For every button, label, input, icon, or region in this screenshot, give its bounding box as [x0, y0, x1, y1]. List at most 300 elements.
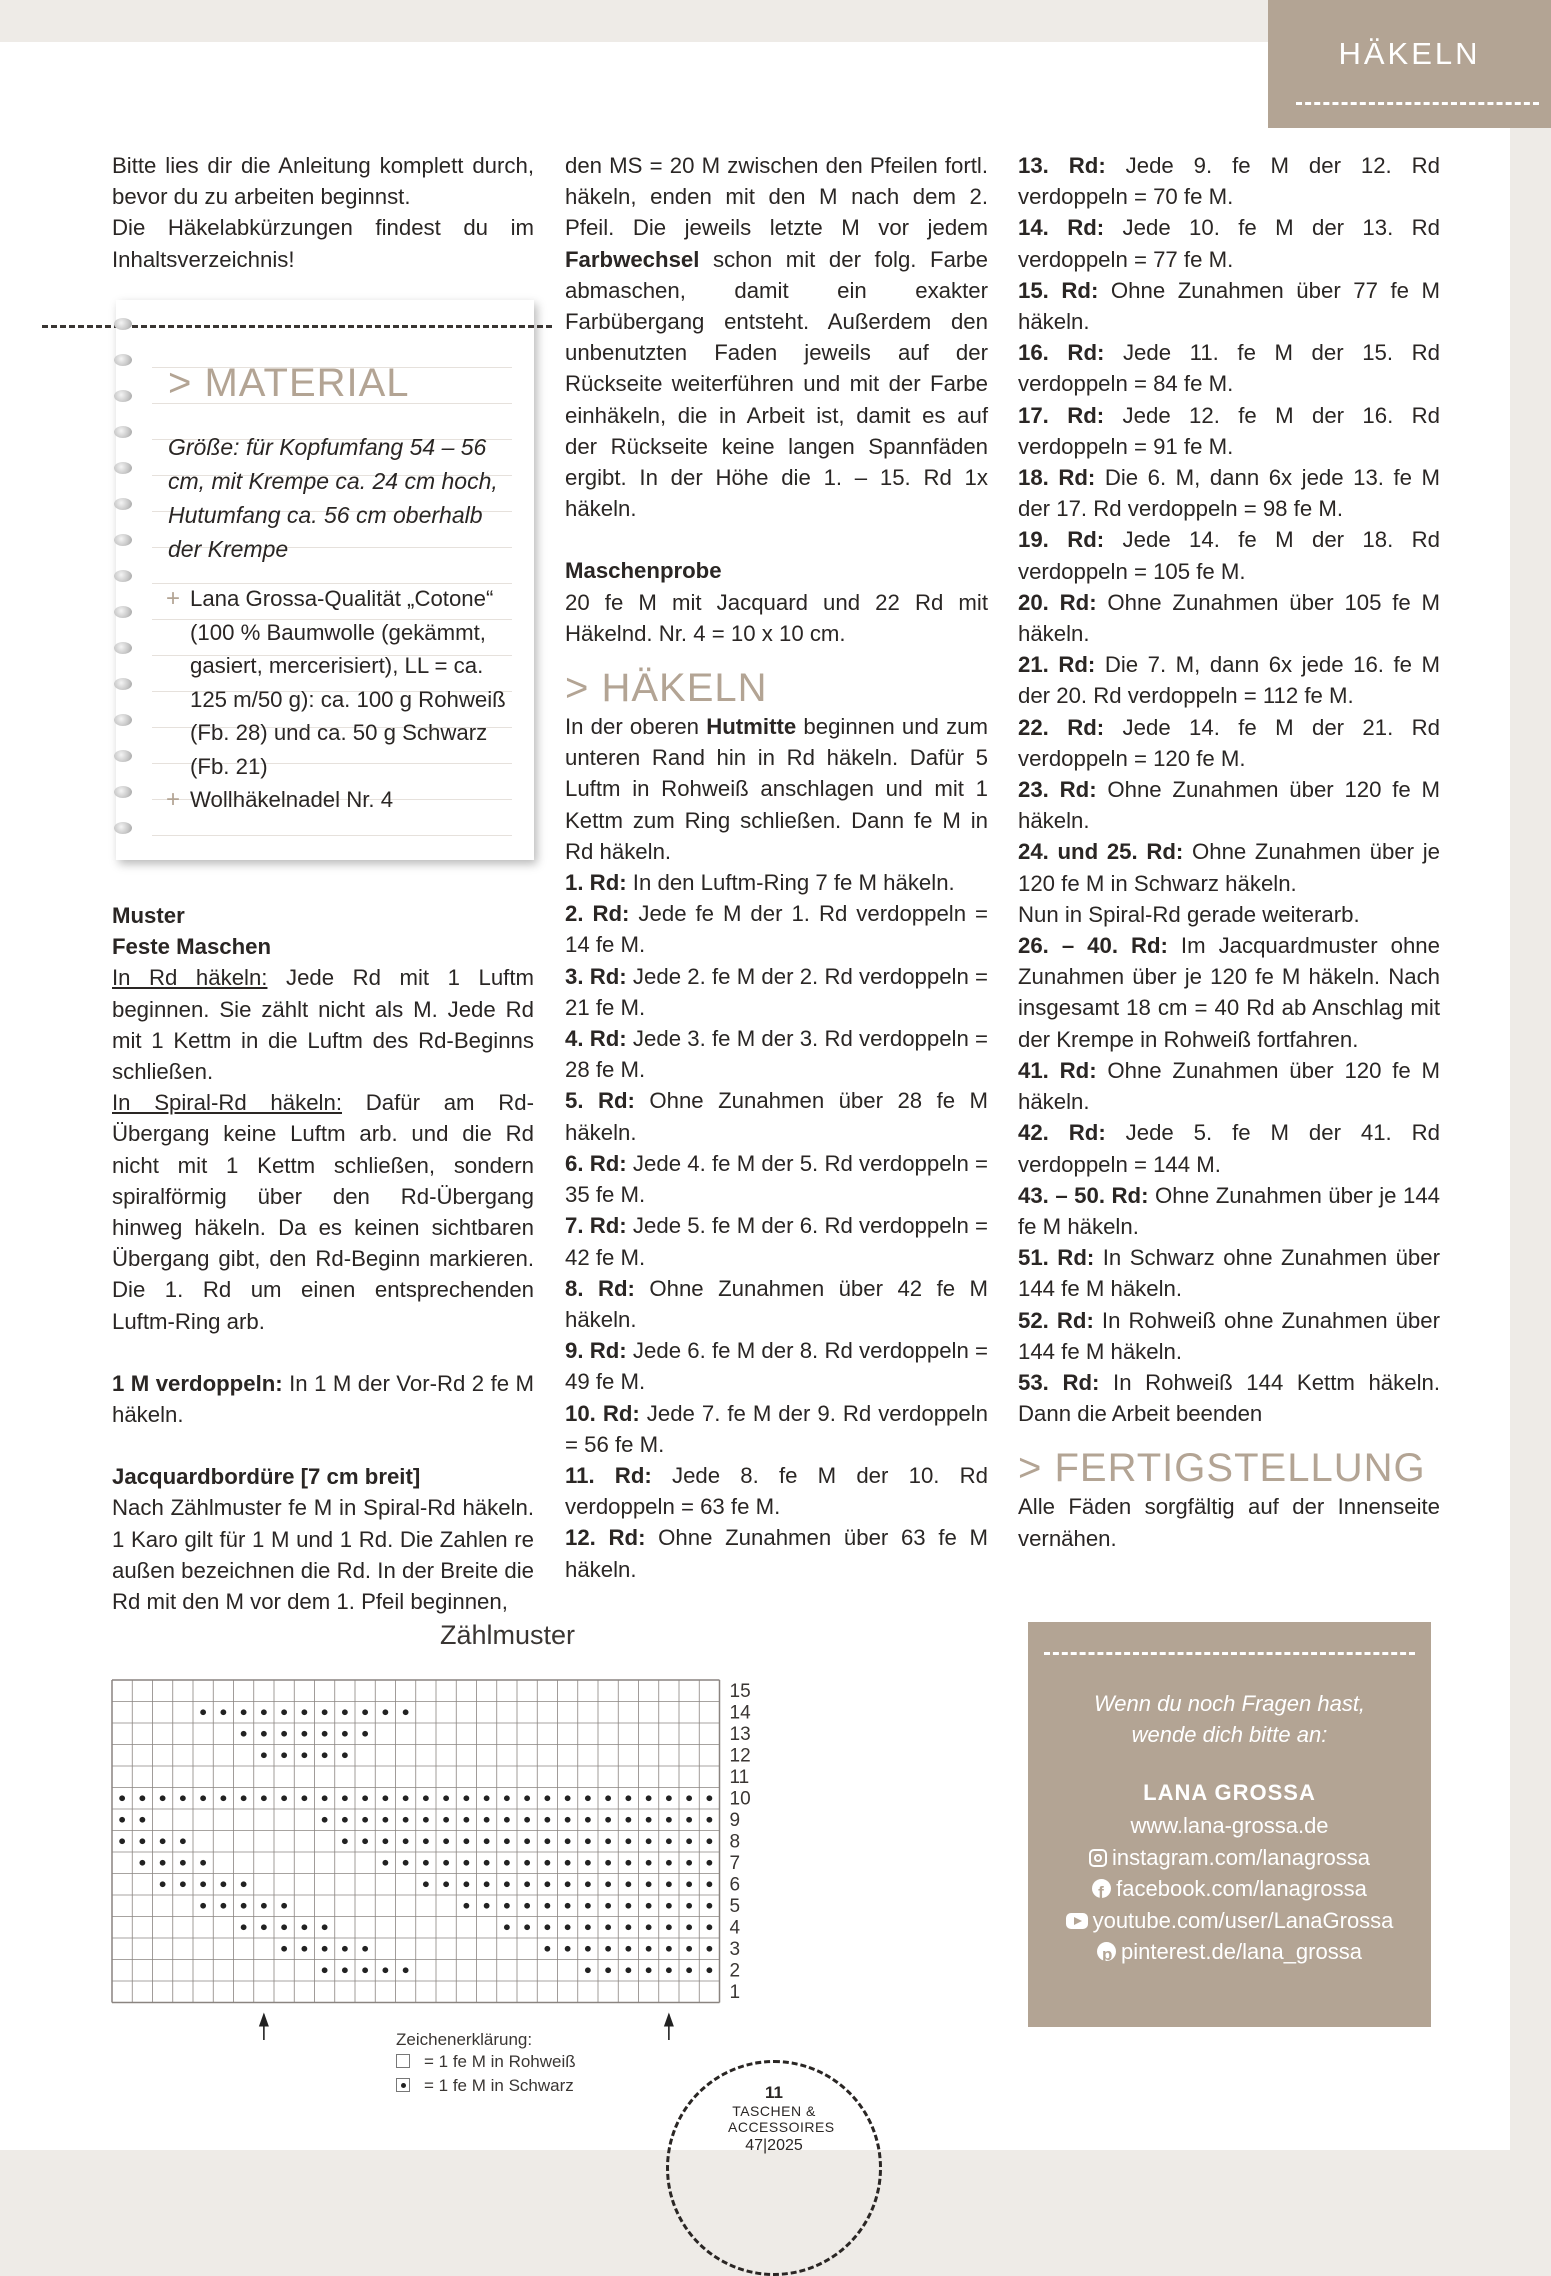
black-stitch-dot	[200, 1881, 206, 1887]
instagram-text: instagram.com/lanagrossa	[1111, 1844, 1370, 1870]
black-stitch-dot	[362, 1967, 368, 1973]
black-stitch-dot	[382, 1817, 388, 1823]
round-label: 20. Rd:	[1018, 589, 1097, 615]
black-stitch-dot	[200, 1860, 206, 1866]
round-instruction	[1018, 836, 1440, 898]
row-number-label: 2	[729, 1960, 741, 1982]
round-text: Ohne Zunahmen über 28 fe M häkeln.	[565, 1088, 988, 1145]
black-stitch-dot	[585, 1817, 591, 1823]
black-stitch-dot	[180, 1881, 186, 1887]
round-text: Im Jacquardmuster ohne Zunahmen über je 120 fe M häkeln. Nach insgesamt 18 cm = 40 Rd ab Anschlag mit der Krempe in Rohweiß fortfahren.	[1018, 933, 1440, 1052]
continuation-text: schon mit der folg. Farbe abmaschen, damit ein exakter Farbübergang entsteht. Außerdem den unbenutzten Faden jeweils auf der Rückseite weiterführen und mit der Farbe einhäkeln, die in Arbeit ist, damit es auf der Rückseite keine langen Spannfäden ergibt. In der Höhe die 1. – 15. Rd 1x häkeln.	[565, 246, 988, 522]
round-text: Ohne Zunahmen über je 120 fe M in Schwarz häkeln.	[1018, 839, 1440, 896]
black-stitch-dot	[342, 1838, 348, 1844]
round-text: Jede 14. fe M der 18. Rd verdoppeln = 105 fe M.	[1018, 527, 1440, 584]
black-stitch-dot	[301, 1752, 307, 1758]
black-stitch-dot	[463, 1903, 469, 1909]
black-stitch-dot	[362, 1817, 368, 1823]
round-instruction	[1018, 774, 1440, 836]
chart-title: Zählmuster	[440, 1620, 576, 1650]
round-instruction	[565, 1273, 988, 1335]
black-stitch-dot	[666, 1817, 672, 1823]
round-text: In Rohweiß ohne Zunahmen über 144 fe M häkeln.	[1018, 1307, 1440, 1364]
black-stitch-dot	[585, 1860, 591, 1866]
round-label: 8. Rd:	[565, 1275, 635, 1301]
round-text: Jede 14. fe M der 21. Rd verdoppeln = 120 fe M.	[1018, 714, 1440, 771]
round-text: Jede fe M der 1. Rd verdoppeln = 14 fe M.	[565, 901, 988, 958]
black-stitch-dot	[605, 1881, 611, 1887]
black-stitch-dot	[261, 1709, 267, 1715]
round-label: 51. Rd:	[1018, 1245, 1095, 1271]
round-text: Jede 5. fe M der 41. Rd verdoppeln = 144 M.	[1018, 1120, 1440, 1177]
black-stitch-dot	[484, 1860, 490, 1866]
black-stitch-dot	[605, 1838, 611, 1844]
row-number-label: 15	[729, 1680, 751, 1702]
spiral-label: In Spiral-Rd häkeln:	[112, 1090, 342, 1116]
black-stitch-dot	[220, 1795, 226, 1801]
black-stitch-dot	[160, 1838, 166, 1844]
black-stitch-dot	[342, 1967, 348, 1973]
black-stitch-dot	[322, 1731, 328, 1737]
black-stitch-dot	[504, 1903, 510, 1909]
youtube-text: youtube.com/user/LanaGrossa	[1092, 1907, 1394, 1933]
hutmitte-emphasis: Hutmitte	[706, 714, 797, 740]
black-stitch-dot	[625, 1967, 631, 1973]
material-item-text: Wollhäkelnadel Nr. 4	[190, 787, 394, 812]
round-text: Die 7. M, dann 6x jede 16. fe M der 20. Rd verdoppeln = 112 fe M.	[1018, 652, 1440, 709]
contact-dashed-line	[1044, 1652, 1415, 1655]
black-stitch-dot	[646, 1903, 652, 1909]
round-instruction	[1018, 1367, 1440, 1429]
black-stitch-dot	[666, 1795, 672, 1801]
round-label: 3. Rd:	[565, 963, 627, 989]
black-stitch-dot	[686, 1946, 692, 1952]
instagram-link[interactable]	[1028, 1842, 1431, 1874]
black-stitch-dot	[423, 1881, 429, 1887]
black-stitch-dot	[362, 1795, 368, 1801]
round-instruction	[1018, 1180, 1440, 1242]
black-stitch-dot	[706, 1881, 712, 1887]
maschenprobe-text: 20 fe M mit Jacquard und 22 Rd mit Häkelnd. Nr. 4 = 10 x 10 cm.	[565, 589, 988, 646]
round-instruction	[565, 1398, 988, 1460]
black-stitch-dot	[301, 1731, 307, 1737]
black-stitch-dot	[625, 1881, 631, 1887]
rounds-list	[1018, 150, 1440, 899]
facebook-link[interactable]	[1028, 1873, 1431, 1905]
round-text: Jede 12. fe M der 16. Rd verdoppeln = 91 fe M.	[1018, 402, 1440, 459]
black-stitch-dot	[666, 1946, 672, 1952]
round-instruction	[1018, 587, 1440, 649]
youtube-icon	[1066, 1913, 1088, 1929]
issue-number: 47|2025	[745, 2137, 803, 2154]
black-stitch-dot	[443, 1795, 449, 1801]
black-stitch-dot	[281, 1924, 287, 1930]
black-stitch-dot	[585, 1838, 591, 1844]
round-text: Jede 11. fe M der 15. Rd verdoppeln = 84 fe M.	[1018, 340, 1440, 397]
round-instruction	[565, 867, 988, 898]
start-text: beginnen und zum unteren Rand hin in Rd häkeln. Dafür 5 Luftm in Rohweiß anschlagen und mit 1 Kettm zum Ring schließen. Dann fe M in Rd häkeln.	[565, 714, 988, 864]
black-stitch-dot	[686, 1817, 692, 1823]
magazine-name: TASCHEN & ACCESSOIRES	[728, 2103, 835, 2135]
round-text: Ohne Zunahmen über 77 fe M häkeln.	[1018, 277, 1440, 335]
stitch-chart	[100, 1660, 1020, 2040]
plus-icon: +	[166, 786, 181, 813]
black-stitch-dot	[200, 1709, 206, 1715]
black-stitch-dot	[706, 1903, 712, 1909]
column-1	[112, 150, 534, 275]
binding-ring-icon	[114, 498, 132, 510]
black-stitch-dot	[666, 1860, 672, 1866]
black-stitch-dot	[463, 1817, 469, 1823]
round-instruction	[1018, 1242, 1440, 1304]
round-label: 12. Rd:	[565, 1525, 646, 1551]
black-stitch-dot	[403, 1860, 409, 1866]
black-stitch-dot	[160, 1881, 166, 1887]
chart-legend	[396, 2030, 576, 2098]
round-text: Jede 10. fe M der 13. Rd verdoppeln = 77 fe M.	[1018, 215, 1440, 272]
black-stitch-dot	[180, 1838, 186, 1844]
round-label: 17. Rd:	[1018, 402, 1105, 428]
round-text: Jede 9. fe M der 12. Rd verdoppeln = 70 fe M.	[1018, 153, 1440, 210]
binding-ring-icon	[114, 534, 132, 546]
round-label: 21. Rd:	[1018, 652, 1096, 678]
black-stitch-dot	[646, 1967, 652, 1973]
row-number-label: 1	[729, 1981, 741, 2003]
black-stitch-dot	[605, 1967, 611, 1973]
round-label: 43. – 50. Rd:	[1018, 1182, 1149, 1208]
binding-ring-icon	[114, 426, 132, 438]
round-label: 13. Rd:	[1018, 153, 1106, 178]
black-stitch-dot	[200, 1903, 206, 1909]
round-label: 5. Rd:	[565, 1088, 635, 1114]
black-stitch-dot	[504, 1838, 510, 1844]
row-number-label: 14	[729, 1702, 751, 1724]
round-text: In den Luftm-Ring 7 fe M häkeln.	[626, 870, 955, 896]
round-instruction	[1018, 400, 1440, 462]
round-label: 42. Rd:	[1018, 1120, 1106, 1146]
legend-row	[396, 2050, 576, 2074]
row-number-label: 8	[729, 1831, 741, 1853]
black-stitch-dot	[119, 1795, 125, 1801]
jacquard-text: Nach Zählmuster fe M in Spiral-Rd häkeln. 1 Karo gilt für 1 M und 1 Rd. Die Zahlen re außen bezeichnen die Rd. In der Breite die Rd mit den M vor dem 1. Pfeil beginnen,	[112, 1495, 534, 1615]
round-text: Ohne Zunahmen über 42 fe M häkeln.	[565, 1275, 988, 1332]
black-stitch-dot	[362, 1838, 368, 1844]
black-stitch-dot	[342, 1731, 348, 1737]
black-stitch-dot	[625, 1817, 631, 1823]
black-stitch-dot	[241, 1881, 247, 1887]
tab-dashed-line	[1296, 102, 1539, 105]
repeat-arrow-icon	[664, 2013, 674, 2027]
round-text: Die 6. M, dann 6x jede 13. fe M der 17. Rd verdoppeln = 98 fe M.	[1018, 465, 1440, 522]
black-stitch-dot	[322, 1817, 328, 1823]
black-stitch-dot	[686, 1881, 692, 1887]
youtube-link[interactable]	[1028, 1905, 1431, 1937]
black-stitch-dot	[443, 1817, 449, 1823]
round-instruction	[1018, 1055, 1440, 1117]
black-stitch-dot	[241, 1924, 247, 1930]
contact-links	[1028, 1810, 1431, 1968]
black-stitch-dot	[686, 1903, 692, 1909]
intro-paragraph: Die Häkelabkürzungen findest du im Inhaltsverzeichnis!	[112, 215, 534, 272]
round-label: 2. Rd:	[565, 901, 630, 927]
pinterest-icon	[1097, 1942, 1116, 1961]
black-stitch-dot	[342, 1795, 348, 1801]
plus-icon: +	[166, 585, 181, 612]
black-stitch-dot	[686, 1838, 692, 1844]
column-3	[1018, 150, 1440, 1554]
row-number-label: 5	[729, 1895, 741, 1917]
binding-ring-icon	[114, 318, 132, 330]
material-item	[168, 582, 508, 783]
round-text: Ohne Zunahmen über 63 fe M häkeln.	[565, 1525, 988, 1582]
round-instruction	[1018, 337, 1440, 399]
round-instruction	[1018, 150, 1440, 212]
black-stitch-dot	[403, 1795, 409, 1801]
black-stitch-dot	[484, 1903, 490, 1909]
haekeln-heading: > HÄKELN	[565, 666, 768, 711]
black-stitch-dot	[524, 1860, 530, 1866]
black-stitch-dot	[585, 1881, 591, 1887]
black-stitch-dot	[261, 1924, 267, 1930]
black-stitch-dot	[706, 1795, 712, 1801]
black-stitch-dot	[241, 1903, 247, 1909]
black-stitch-dot	[666, 1967, 672, 1973]
row-number-label: 10	[729, 1788, 751, 1810]
row-number-label: 4	[729, 1917, 741, 1939]
black-stitch-dot	[524, 1838, 530, 1844]
round-text: Ohne Zunahmen über 105 fe M häkeln.	[1018, 589, 1440, 647]
row-number-label: 7	[729, 1852, 741, 1874]
black-stitch-dot	[342, 1946, 348, 1952]
row-number-label: 13	[729, 1723, 751, 1745]
binding-ring-icon	[114, 462, 132, 474]
black-stitch-dot	[382, 1967, 388, 1973]
black-stitch-dot	[403, 1967, 409, 1973]
round-instruction	[1018, 524, 1440, 586]
black-stitch-dot	[504, 1924, 510, 1930]
black-stitch-dot	[706, 1946, 712, 1952]
black-stitch-dot	[686, 1795, 692, 1801]
black-stitch-dot	[605, 1795, 611, 1801]
black-stitch-dot	[646, 1924, 652, 1930]
round-instruction	[565, 1522, 988, 1584]
black-stitch-dot	[585, 1967, 591, 1973]
empty-square-icon	[396, 2054, 410, 2068]
black-stitch-dot	[565, 1924, 571, 1930]
website-link[interactable]: www.lana-grossa.de	[1130, 1813, 1329, 1838]
black-stitch-dot	[443, 1881, 449, 1887]
black-stitch-dot	[706, 1967, 712, 1973]
black-stitch-dot	[342, 1817, 348, 1823]
black-stitch-dot	[241, 1795, 247, 1801]
black-stitch-dot	[605, 1860, 611, 1866]
black-stitch-dot	[625, 1795, 631, 1801]
rd-text: Jede Rd mit 1 Luftm beginnen. Sie zählt nicht als M. Jede Rd mit 1 Kettm in die Luftm des Rd-Beginns schließen.	[112, 965, 534, 1085]
round-label: 6. Rd:	[565, 1150, 627, 1176]
round-instruction	[1018, 1117, 1440, 1179]
rd-label: In Rd häkeln:	[112, 965, 268, 991]
black-stitch-dot	[484, 1881, 490, 1887]
spiral-note: Nun in Spiral-Rd gerade weiterarb.	[1018, 901, 1360, 927]
black-stitch-dot	[281, 1903, 287, 1909]
black-stitch-dot	[463, 1881, 469, 1887]
round-text: Jede 6. fe M der 8. Rd verdoppeln = 49 fe M.	[565, 1338, 989, 1395]
black-stitch-dot	[565, 1881, 571, 1887]
black-stitch-dot	[504, 1881, 510, 1887]
black-stitch-dot	[281, 1946, 287, 1952]
instagram-icon	[1089, 1849, 1107, 1867]
material-heading: > MATERIAL	[168, 361, 410, 405]
row-number-label: 6	[729, 1874, 741, 1896]
legend-text: = 1 fe M in Rohweiß	[424, 2052, 576, 2071]
section-tab	[1268, 0, 1551, 128]
black-stitch-dot	[160, 1795, 166, 1801]
column-1-lower	[112, 900, 534, 1617]
black-stitch-dot	[119, 1838, 125, 1844]
black-stitch-dot	[504, 1860, 510, 1866]
facebook-icon	[1092, 1879, 1111, 1898]
black-stitch-dot	[605, 1903, 611, 1909]
row-number-label: 11	[729, 1766, 750, 1788]
black-stitch-dot	[585, 1903, 591, 1909]
black-stitch-dot	[524, 1903, 530, 1909]
black-stitch-dot	[423, 1860, 429, 1866]
binding-ring-icon	[114, 390, 132, 402]
black-stitch-dot	[646, 1795, 652, 1801]
round-instruction	[1018, 212, 1440, 274]
binding-ring-icon	[114, 750, 132, 762]
round-instruction	[1018, 712, 1440, 774]
black-stitch-dot	[706, 1817, 712, 1823]
black-stitch-dot	[220, 1709, 226, 1715]
black-stitch-dot	[301, 1795, 307, 1801]
black-stitch-dot	[382, 1838, 388, 1844]
material-size: Größe: für Kopfumfang 54 – 56 cm, mit Krempe ca. 24 cm hoch, Hutumfang ca. 56 cm oberhalb der Krempe	[168, 434, 498, 562]
spiral-text: Dafür am Rd-Übergang keine Luftm arb. und die Rd nicht mit 1 Kettm schließen, sondern spiralförmig über den Rd-Übergang hinweg häkeln. Da es keinen sichtbaren Übergang gibt, den Rd-Beginn markieren. Die 1. Rd um einen entsprechenden Luftm-Ring arb.	[112, 1090, 534, 1334]
black-stitch-dot	[241, 1731, 247, 1737]
round-instruction	[1018, 1305, 1440, 1367]
black-stitch-dot	[544, 1795, 550, 1801]
round-label: 19. Rd:	[1018, 527, 1105, 553]
binding-ring-icon	[114, 642, 132, 654]
black-stitch-dot	[180, 1795, 186, 1801]
black-stitch-dot	[646, 1860, 652, 1866]
black-stitch-dot	[666, 1838, 672, 1844]
facebook-text: facebook.com/lanagrossa	[1116, 1876, 1367, 1901]
black-stitch-dot	[423, 1838, 429, 1844]
black-stitch-dot	[322, 1946, 328, 1952]
round-text: Ohne Zunahmen über 120 fe M häkeln.	[1018, 1057, 1440, 1115]
black-stitch-dot	[585, 1795, 591, 1801]
round-label: 15. Rd:	[1018, 277, 1099, 303]
black-stitch-dot	[625, 1903, 631, 1909]
start-paragraph	[565, 711, 988, 867]
legend-title: Zeichenerklärung:	[396, 2030, 533, 2049]
round-label: 23. Rd:	[1018, 777, 1097, 803]
contact-brand: LANA GROSSA	[1143, 1780, 1316, 1805]
page-badge-text	[666, 2083, 882, 2157]
round-instruction	[1018, 275, 1440, 337]
round-instruction	[565, 961, 988, 1023]
black-stitch-dot	[666, 1924, 672, 1930]
black-stitch-dot	[686, 1967, 692, 1973]
continuation-text: den MS = 20 M zwischen den Pfeilen fortl. häkeln, enden mit den M nach dem 2. Pfeil. Die jeweils letzte M vor jedem	[565, 153, 988, 241]
black-stitch-dot	[686, 1860, 692, 1866]
feste-maschen-title: Feste Maschen	[112, 934, 272, 960]
black-stitch-dot	[565, 1860, 571, 1866]
round-text: Ohne Zunahmen über 120 fe M häkeln.	[1018, 777, 1440, 834]
black-stitch-dot	[666, 1881, 672, 1887]
black-stitch-dot	[686, 1924, 692, 1930]
black-stitch-dot	[706, 1838, 712, 1844]
round-label: 9. Rd:	[565, 1338, 627, 1364]
black-stitch-dot	[443, 1838, 449, 1844]
round-label: 52. Rd:	[1018, 1307, 1094, 1333]
round-instruction	[565, 1210, 988, 1272]
round-text: Jede 5. fe M der 6. Rd verdoppeln = 42 fe M.	[565, 1213, 989, 1270]
black-stitch-dot	[646, 1838, 652, 1844]
round-instruction	[565, 1023, 988, 1085]
contact-box	[1028, 1622, 1431, 2027]
column-2	[565, 150, 988, 1585]
black-stitch-dot	[403, 1838, 409, 1844]
black-stitch-dot	[585, 1924, 591, 1930]
intro-paragraph: Bitte lies dir die Anleitung komplett durch, bevor du zu arbeiten beginnst.	[112, 153, 534, 210]
black-stitch-dot	[281, 1752, 287, 1758]
pinterest-link[interactable]	[1028, 1936, 1431, 1968]
black-stitch-dot	[200, 1795, 206, 1801]
rounds-list	[565, 867, 988, 1585]
black-stitch-dot	[625, 1946, 631, 1952]
black-stitch-dot	[646, 1946, 652, 1952]
black-stitch-dot	[220, 1903, 226, 1909]
round-instruction	[565, 1148, 988, 1210]
black-stitch-dot	[382, 1860, 388, 1866]
black-stitch-dot	[625, 1924, 631, 1930]
material-content	[168, 360, 508, 817]
binding-ring-icon	[114, 678, 132, 690]
black-stitch-dot	[524, 1795, 530, 1801]
black-stitch-dot	[322, 1924, 328, 1930]
black-stitch-dot	[544, 1838, 550, 1844]
round-instruction	[1018, 930, 1440, 1055]
black-stitch-dot	[504, 1817, 510, 1823]
black-stitch-dot	[403, 1709, 409, 1715]
legend-row	[396, 2074, 576, 2098]
round-text: Ohne Zunahmen über je 144 fe M häkeln.	[1018, 1182, 1440, 1239]
black-stitch-dot	[565, 1817, 571, 1823]
black-stitch-dot	[423, 1795, 429, 1801]
black-stitch-dot	[362, 1946, 368, 1952]
rd-paragraph	[112, 962, 534, 1087]
black-stitch-dot	[565, 1946, 571, 1952]
black-stitch-dot	[524, 1924, 530, 1930]
black-stitch-dot	[322, 1752, 328, 1758]
black-stitch-dot	[463, 1838, 469, 1844]
binding-ring-icon	[114, 714, 132, 726]
black-stitch-dot	[544, 1860, 550, 1866]
round-instruction	[565, 1460, 988, 1522]
black-stitch-dot	[261, 1752, 267, 1758]
binding-ring-icon	[114, 570, 132, 582]
round-label: 1. Rd:	[565, 870, 627, 896]
pinterest-text: pinterest.de/lana_grossa	[1121, 1939, 1362, 1964]
black-stitch-dot	[524, 1817, 530, 1823]
black-stitch-dot	[544, 1881, 550, 1887]
round-text: In Rohweiß 144 Kettm häkeln. Dann die Arbeit beenden	[1018, 1369, 1440, 1427]
row-number-label: 3	[729, 1938, 741, 1960]
black-stitch-dot	[301, 1709, 307, 1715]
